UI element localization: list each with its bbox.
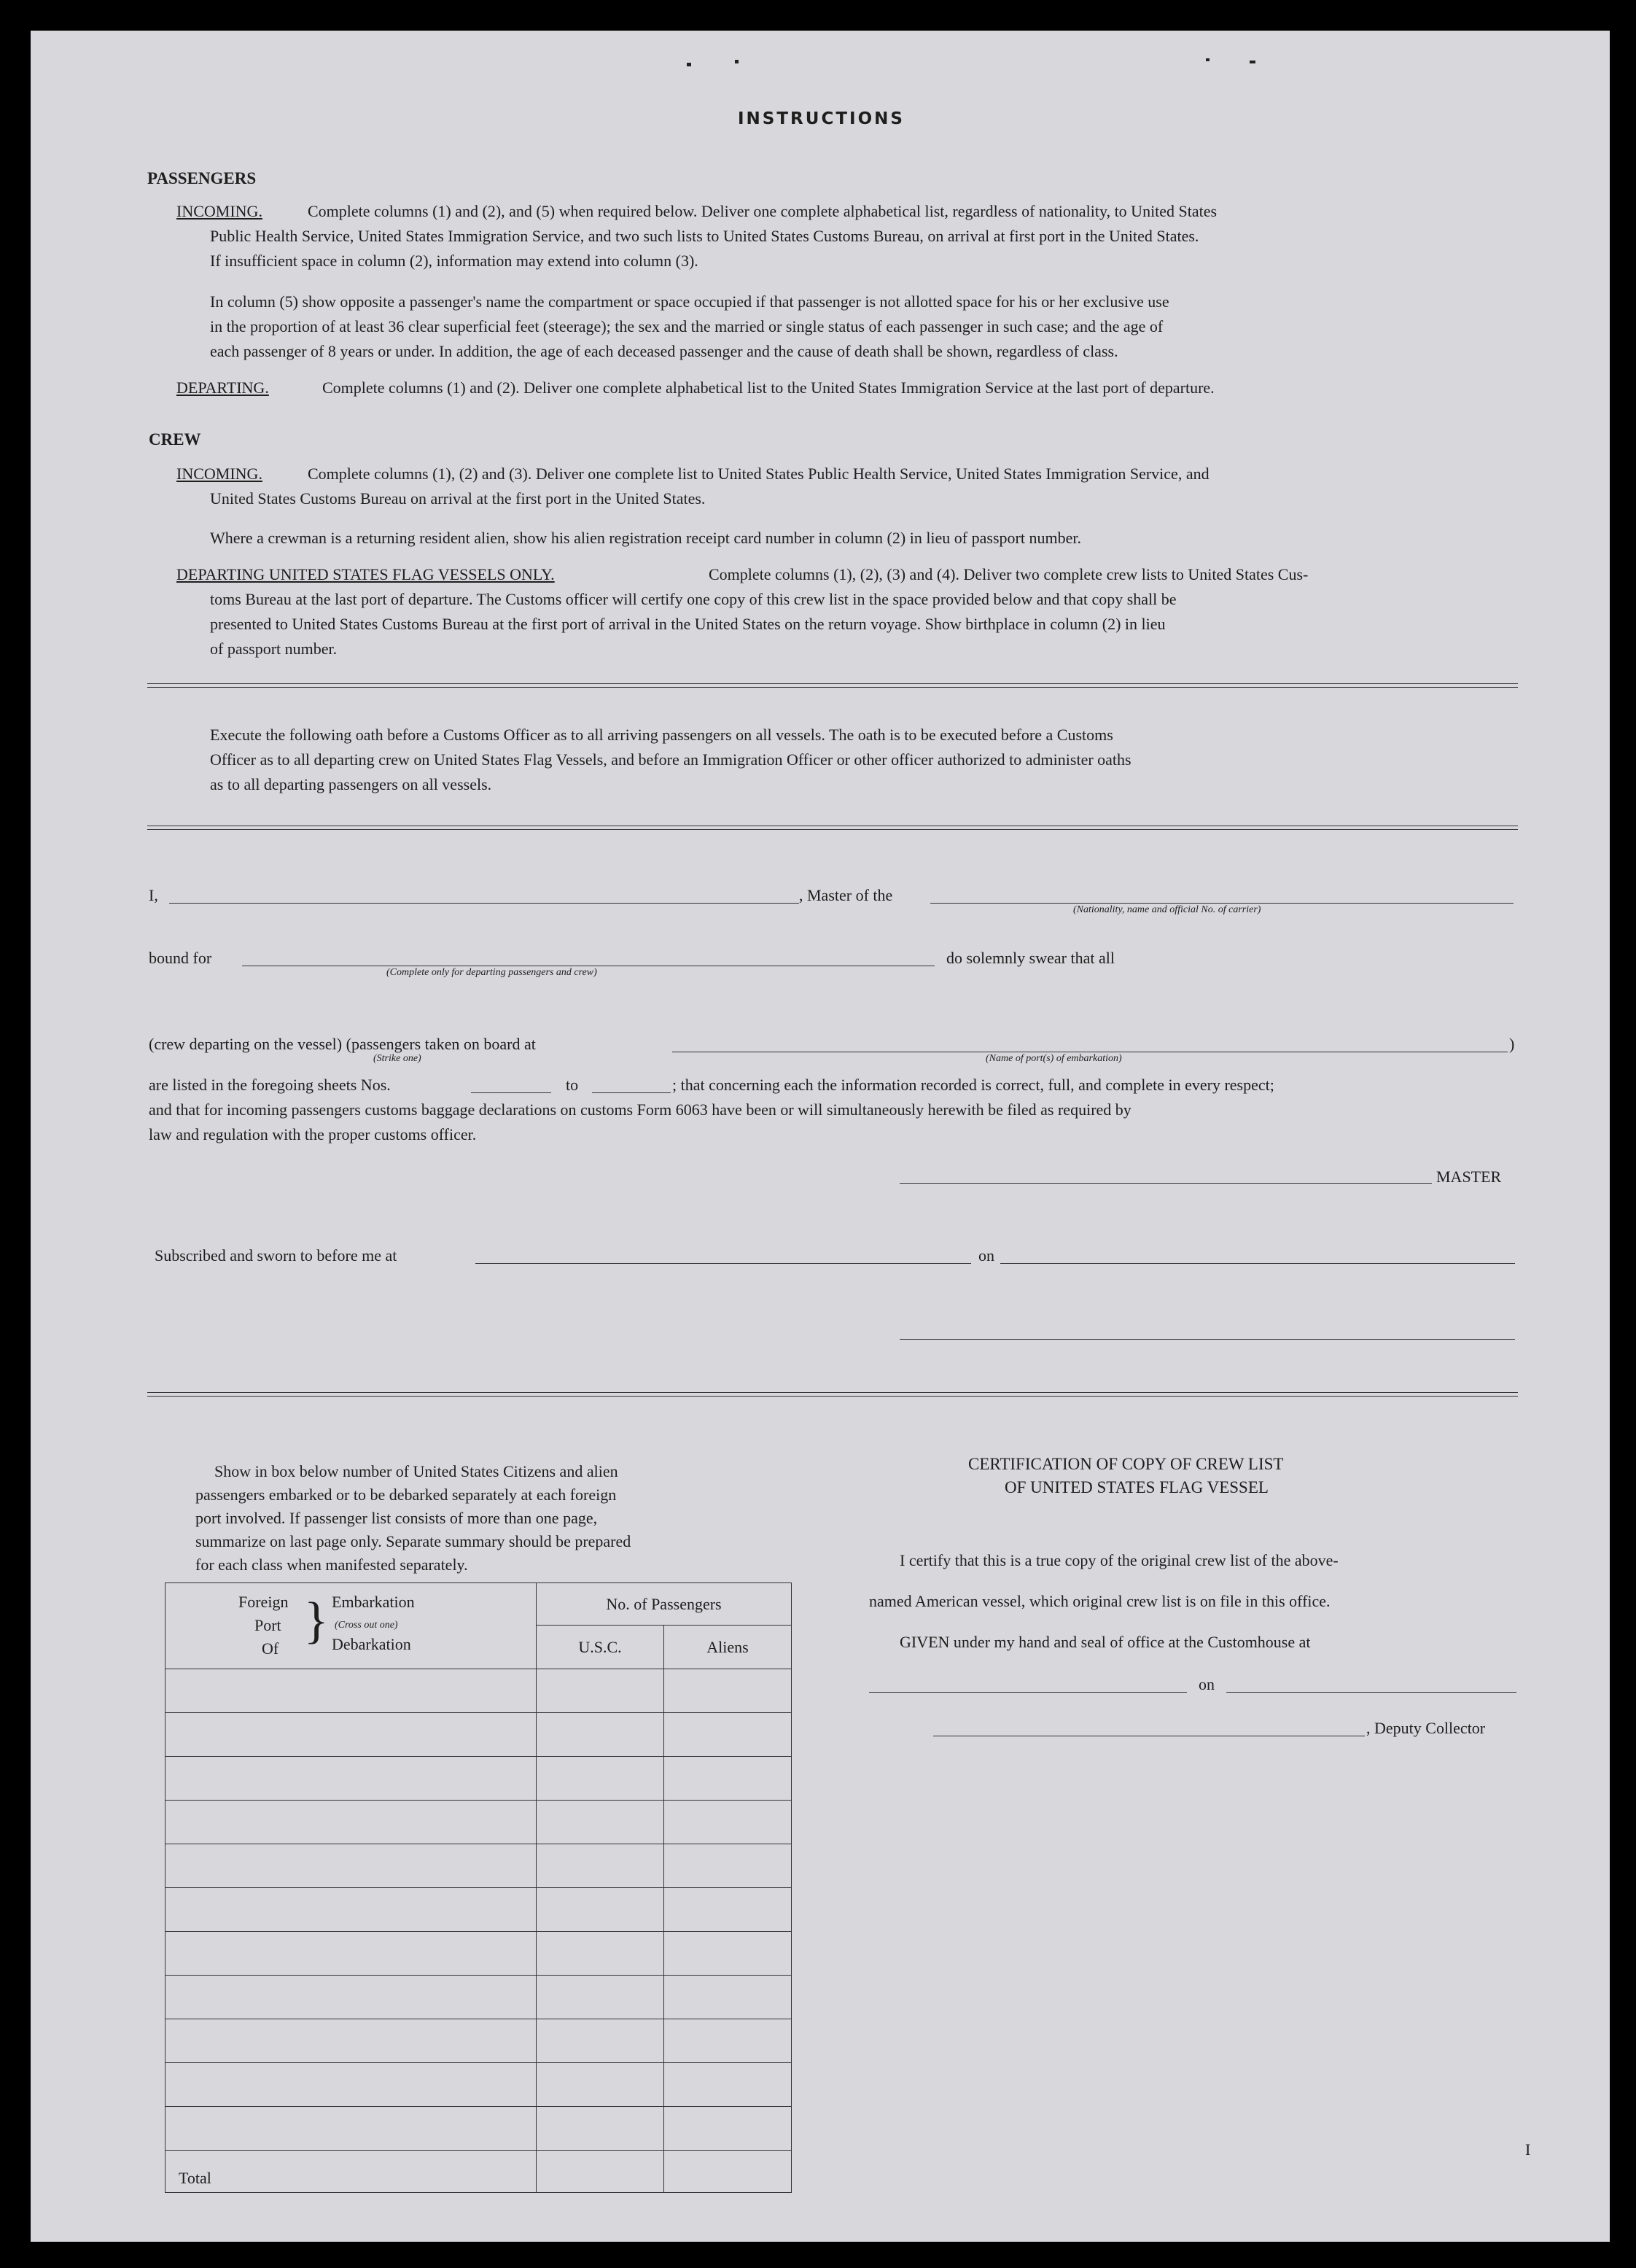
ports-caption: (Name of port(s) of embarkation) xyxy=(986,1053,1122,1064)
cross-out-caption: (Cross out one) xyxy=(335,1620,398,1631)
sworn-on-label: on xyxy=(978,1246,994,1265)
subscribed-sworn-text: Subscribed and sworn to before me at xyxy=(155,1246,397,1265)
column5-line: In column (5) show opposite a passenger's name the compartment or space occupied if that passenger is not allotted space for his or her exclusive use xyxy=(210,292,1169,311)
aliens-cell[interactable] xyxy=(664,1888,792,1932)
usc-cell[interactable] xyxy=(537,1976,664,2019)
passengers-incoming-label: INCOMING. xyxy=(176,202,262,220)
aliens-cell[interactable] xyxy=(664,1932,792,1976)
passengers-section-title: PASSENGERS xyxy=(147,169,257,187)
oath-master-of: , Master of the xyxy=(799,886,893,904)
aliens-header: Aliens xyxy=(664,1626,792,1669)
section-divider xyxy=(147,1392,1518,1397)
usc-cell[interactable] xyxy=(537,2107,664,2151)
officer-signature-field[interactable] xyxy=(900,1339,1515,1340)
brace-icon: } xyxy=(304,1593,329,1649)
oath-listed-line: law and regulation with the proper customs officer. xyxy=(149,1125,477,1143)
crew-incoming-label: INCOMING. xyxy=(176,465,262,483)
aliens-cell[interactable] xyxy=(664,1713,792,1757)
passengers-departing-text: Complete columns (1) and (2). Deliver one complete alphabetical list to the United States Immigration Service at the last port of departure. xyxy=(322,378,1215,397)
oath-intro-line: as to all departing passengers on all vessels. xyxy=(210,775,492,793)
summary-instruction-line: Show in box below number of United States Citizens and alien xyxy=(214,1462,618,1480)
usc-cell[interactable] xyxy=(537,1844,664,1888)
oath-intro-line: Officer as to all departing crew on United States Flag Vessels, and before an Immigration Officer or other officer authorized to administer oaths xyxy=(210,750,1131,769)
port-cell[interactable] xyxy=(165,1669,537,1713)
table-row xyxy=(165,1932,792,1976)
column5-line: in the proportion of at least 36 clear superficial feet (steerage); the sex and the married or single status of each passenger in such case; and the age of xyxy=(210,317,1164,335)
foreign-label: Foreign xyxy=(238,1593,289,1611)
summary-instruction-line: port involved. If passenger list consists of more than one page, xyxy=(195,1509,598,1527)
table-row xyxy=(165,1888,792,1932)
sheet-from-field[interactable] xyxy=(471,1092,551,1093)
table-row xyxy=(165,1757,792,1801)
deputy-collector-label: , Deputy Collector xyxy=(1366,1719,1486,1737)
certification-line: named American vessel, which original crew list is on file in this office. xyxy=(869,1592,1331,1610)
scan-speck xyxy=(687,63,691,66)
sheet-to-field[interactable] xyxy=(592,1092,671,1093)
aliens-cell[interactable] xyxy=(664,2063,792,2107)
page-number: I xyxy=(1525,2140,1531,2159)
crew-departing-line: Complete columns (1), (2), (3) and (4). Deliver two complete crew lists to United States Cus- xyxy=(709,565,1309,583)
usc-cell[interactable] xyxy=(537,1888,664,1932)
certification-on-label: on xyxy=(1199,1675,1215,1693)
section-divider xyxy=(147,683,1518,688)
embarkation-label: Embarkation xyxy=(332,1593,415,1611)
oath-intro-line: Execute the following oath before a Customs Officer as to all arriving passengers on all vessels. The oath is to be executed before a Customs xyxy=(210,726,1113,744)
scan-speck xyxy=(1250,61,1255,63)
usc-cell[interactable] xyxy=(537,2019,664,2063)
certification-line: GIVEN under my hand and seal of office at the Customhouse at xyxy=(900,1633,1311,1651)
aliens-cell[interactable] xyxy=(664,1757,792,1801)
summary-instruction-line: summarize on last page only. Separate summary should be prepared xyxy=(195,1532,631,1550)
instructions-heading: INSTRUCTIONS xyxy=(738,109,905,128)
passenger-summary-table xyxy=(165,1582,792,2193)
column5-line: each passenger of 8 years or under. In addition, the age of each deceased passenger and the cause of death shall be shown, regardless of class. xyxy=(210,342,1118,360)
oath-listed-to: to xyxy=(566,1076,579,1094)
sworn-date-field[interactable] xyxy=(1000,1263,1515,1264)
table-row xyxy=(165,2063,792,2107)
usc-cell[interactable] xyxy=(537,1932,664,1976)
table-row xyxy=(165,1801,792,1844)
port-cell[interactable] xyxy=(165,1801,537,1844)
port-label: Port xyxy=(254,1616,281,1634)
strike-one-caption: (Strike one) xyxy=(373,1053,421,1064)
aliens-cell[interactable] xyxy=(664,2019,792,2063)
passengers-departing-label: DEPARTING. xyxy=(176,378,269,397)
port-cell[interactable] xyxy=(165,1976,537,2019)
crew-departing-line: toms Bureau at the last port of departure. The Customs officer will certify one copy of this crew list in the space provided below and that copy shall be xyxy=(210,590,1177,608)
crew-departing-line: of passport number. xyxy=(210,640,338,658)
usc-cell[interactable] xyxy=(537,2063,664,2107)
master-label: MASTER xyxy=(1436,1168,1502,1186)
certification-title: OF UNITED STATES FLAG VESSEL xyxy=(1005,1478,1269,1496)
section-divider xyxy=(147,826,1518,830)
port-cell[interactable] xyxy=(165,1932,537,1976)
oath-bound-for: bound for xyxy=(149,949,212,967)
oath-solemnly-swear: do solemnly swear that all xyxy=(946,949,1115,967)
certification-date-field[interactable] xyxy=(1226,1692,1516,1693)
port-cell[interactable] xyxy=(165,1713,537,1757)
total-row xyxy=(165,2151,792,2193)
aliens-cell[interactable] xyxy=(664,1801,792,1844)
certification-line: I certify that this is a true copy of the original crew list of the above- xyxy=(900,1551,1339,1569)
total-label: Total xyxy=(165,2151,537,2193)
usc-cell[interactable] xyxy=(537,1713,664,1757)
table-row xyxy=(165,1669,792,1713)
aliens-cell[interactable] xyxy=(664,1976,792,2019)
port-cell[interactable] xyxy=(165,1757,537,1801)
aliens-cell[interactable] xyxy=(664,1669,792,1713)
oath-close-paren: ) xyxy=(1509,1035,1515,1053)
passengers-incoming-line: Complete columns (1) and (2), and (5) when required below. Deliver one complete alphabetical list, regardless of nationality, to United States xyxy=(308,202,1218,220)
oath-listed-text: ; that concerning each the information recorded is correct, full, and complete in every respect; xyxy=(672,1076,1274,1094)
crew-alien-text: Where a crewman is a returning resident alien, show his alien registration receipt card number in column (2) in lieu of passport number. xyxy=(210,529,1081,547)
no-passengers-header: No. of Passengers xyxy=(537,1583,792,1626)
oath-listed-sheets: are listed in the foregoing sheets Nos. xyxy=(149,1076,391,1094)
port-cell[interactable] xyxy=(165,1844,537,1888)
usc-cell[interactable] xyxy=(537,1669,664,1713)
scan-speck xyxy=(735,60,739,63)
summary-instruction-line: for each class when manifested separately. xyxy=(195,1556,468,1574)
crew-departing-line: presented to United States Customs Bureau at the first port of arrival in the United States on the return voyage. Show birthplace in column (2) in lieu xyxy=(210,615,1166,633)
aliens-cell[interactable] xyxy=(664,2107,792,2151)
of-label: Of xyxy=(262,1639,279,1658)
aliens-cell[interactable] xyxy=(664,1844,792,1888)
customhouse-field[interactable] xyxy=(869,1692,1187,1693)
usc-total-cell[interactable] xyxy=(537,2151,664,2193)
passengers-incoming-line: If insufficient space in column (2), information may extend into column (3). xyxy=(210,252,698,270)
crew-incoming-line: United States Customs Bureau on arrival at the first port in the United States. xyxy=(210,489,706,508)
port-cell[interactable] xyxy=(165,2063,537,2107)
passengers-incoming-line: Public Health Service, United States Immigration Service, and two such lists to United States Customs Bureau, on arrival at first port in the United States. xyxy=(210,227,1199,245)
complete-only-caption: (Complete only for departing passengers and crew) xyxy=(386,967,597,978)
table-row xyxy=(165,2107,792,2151)
certification-title: CERTIFICATION OF COPY OF CREW LIST xyxy=(968,1455,1284,1473)
crew-incoming-line: Complete columns (1), (2) and (3). Deliver one complete list to United States Public Health Service, United States Immigration Service, and xyxy=(308,465,1210,483)
port-header-cell xyxy=(165,1583,537,1669)
master-signature-field[interactable] xyxy=(900,1183,1432,1184)
crew-departing-label: DEPARTING UNITED STATES FLAG VESSELS ONLY. xyxy=(176,565,555,583)
aliens-total-cell[interactable] xyxy=(664,2151,792,2193)
usc-cell[interactable] xyxy=(537,1801,664,1844)
scan-speck xyxy=(1206,58,1210,61)
usc-header: U.S.C. xyxy=(537,1626,664,1669)
port-cell[interactable] xyxy=(165,2019,537,2063)
master-name-field[interactable] xyxy=(169,903,799,904)
debarkation-label: Debarkation xyxy=(332,1635,411,1653)
sworn-location-field[interactable] xyxy=(475,1263,971,1264)
summary-instruction-line: passengers embarked or to be debarked separately at each foreign xyxy=(195,1486,617,1504)
nationality-caption: (Nationality, name and official No. of carrier) xyxy=(1073,904,1261,915)
table-row xyxy=(165,1976,792,2019)
carrier-field[interactable] xyxy=(930,903,1514,904)
crew-section-title: CREW xyxy=(149,430,201,448)
table-row xyxy=(165,1844,792,1888)
oath-i: I, xyxy=(149,886,158,904)
table-row xyxy=(165,1713,792,1757)
usc-cell[interactable] xyxy=(537,1757,664,1801)
oath-listed-line: and that for incoming passengers customs baggage declarations on customs Form 6063 have been or will simultaneously herewith be filed as required by xyxy=(149,1100,1131,1119)
port-cell[interactable] xyxy=(165,1888,537,1932)
oath-crew-departing: (crew departing on the vessel) (passengers taken on board at xyxy=(149,1035,536,1053)
table-row xyxy=(165,2019,792,2063)
port-cell[interactable] xyxy=(165,2107,537,2151)
document-page xyxy=(31,31,1610,2242)
